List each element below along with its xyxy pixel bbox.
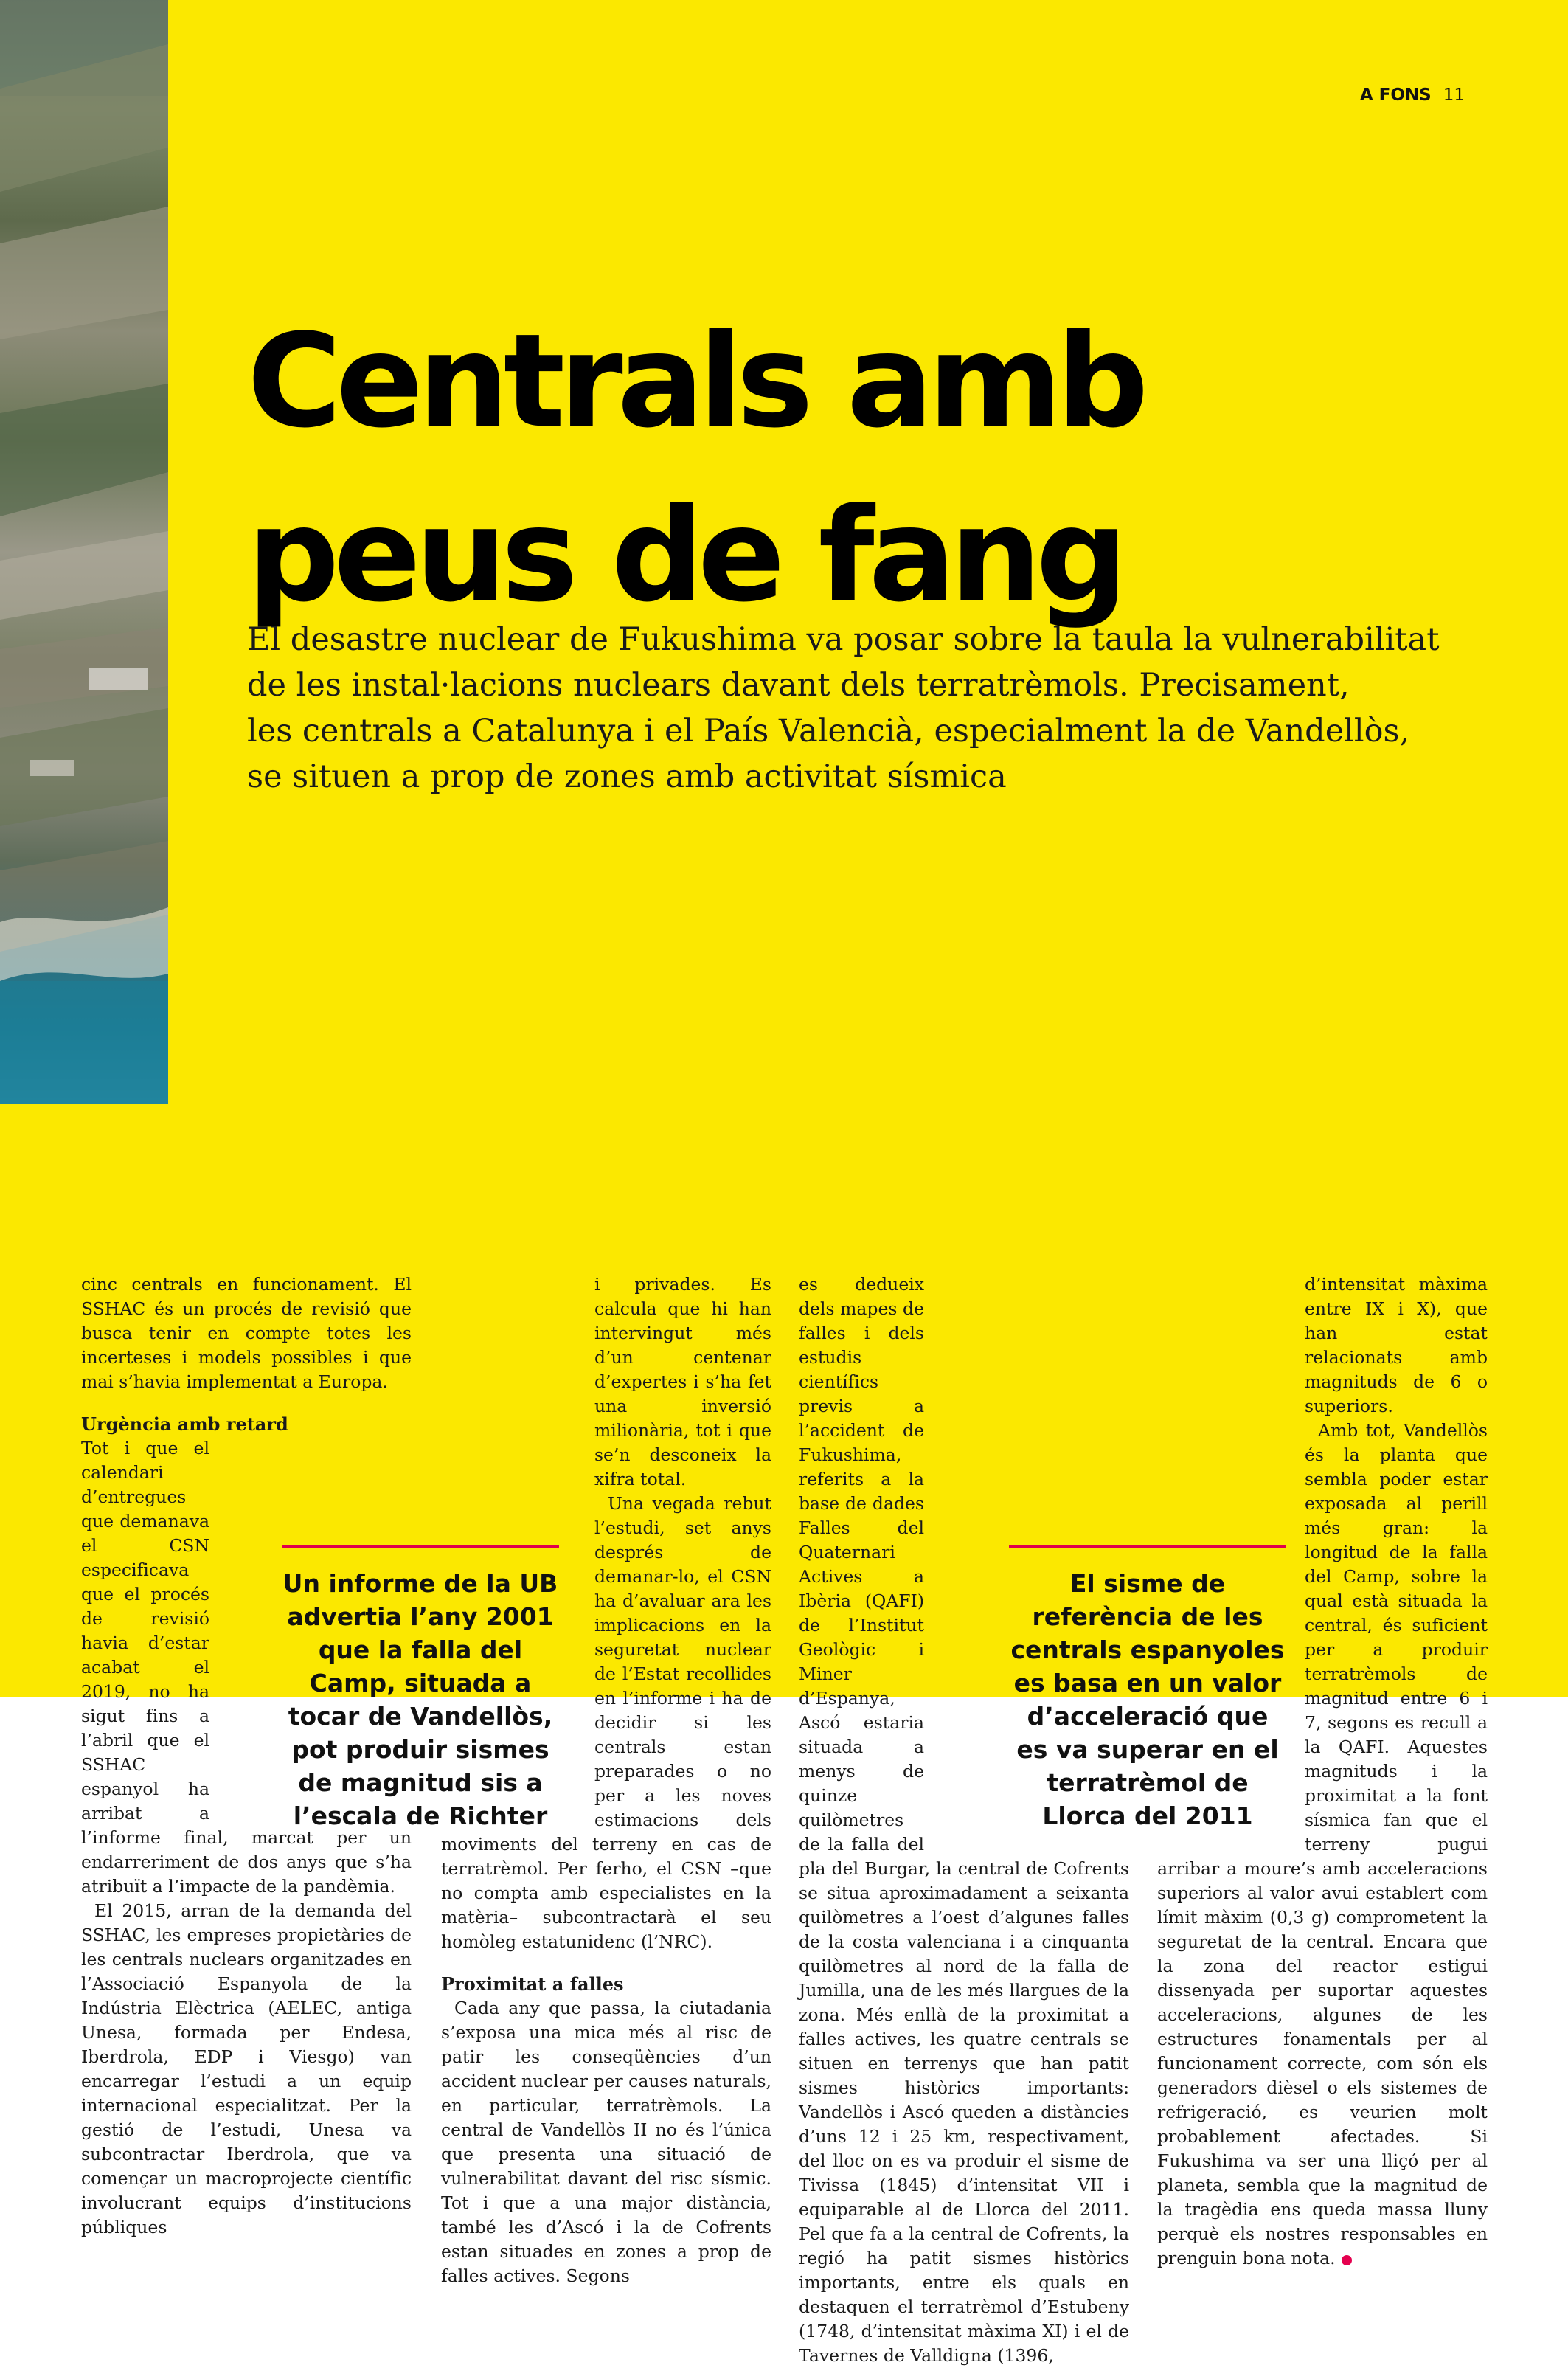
- standfirst-line-4: se situen a prop de zones amb activitat sísmica: [247, 758, 1007, 795]
- end-mark-icon: [1342, 2255, 1352, 2265]
- section-label: [1360, 86, 1465, 105]
- paragraph-text: Amb tot, Vandellòs és la planta que sembla poder estar exposada al perill més gran: la longitud de la falla del Camp, sobre la qual està situada la central, és suficient per a produir terratrèmols de magnitud entre 6 i 7, segons es recull a la QAFI. Aquestes magnituds i la proximitat a la font sísmica fan que el terreny pugui arribar a moure’s amb acceleracions superiors al valor avui establert com límit màxim (0,3 g) comprometent la seguretat de la central. Encara que la zona del reactor estigui dissenyada per suportar aquestes acceleracions, algunes de les estructures fonamentals per al funcionament correcte, com són els generadors dièsel o els sistemes de refrigeració, es veurien molt probablement afectades. Si Fukushima va ser una lliçó per al planeta, sembla que la magnitud de la tragèdia ens queda massa lluny perquè els nostres responsables en prenguin bona nota.: [1157, 1420, 1488, 2268]
- paragraph: Tot i que el calendari d’entregues que demanava el CSN especificava que el procés de revisió havia d’estar acabat el 2019, no ha sigut fins a l’abril que el SSHAC espanyol ha arribat a l’informe final, marcat per un endarreriment de dos anys que s’ha atribuït a l’impacte de la pandèmia.: [81, 1438, 412, 1897]
- subheading-urgencia: Urgència amb retard: [81, 1413, 288, 1435]
- paragraph: d’intensitat màxima entre IX i X), que han estat relacionats amb magnituds de 6 o superiors.: [1305, 1274, 1488, 1416]
- paragraph: i privades. Es calcula que hi han intervingut més d’un centenar d’expertes i s’ha fet una inversió milionària, tot i que se’n desconeix la xifra total.: [594, 1274, 771, 1489]
- paragraph: Una vegada rebut l’estudi, set anys després de demanar-lo, el CSN ha d’avaluar ara les implicacions en la seguretat nuclear de l’Estat recollides en l’informe i ha de decidir si les centrals estan preparades o no per a les noves estimacions dels moviments del terreny en cas de terratrèmol. Per ferho, el CSN –que no compta amb especialistes en la matèria– subcontractarà el seu homòleg estatunidenc (l’NRC).: [441, 1493, 771, 1952]
- aerial-photo-texture: [0, 0, 168, 1104]
- aerial-coast-photo: [0, 0, 168, 1104]
- page-number: 11: [1443, 86, 1465, 105]
- headline: [247, 295, 1353, 643]
- paragraph: El 2015, arran de la demanda del SSHAC, les empreses propietàries de les centrals nuclears organitzades en l’Associació Espanyola de la Indústria Elèctrica (AELEC, antiga Unesa, formada per Endesa, Iberdrola, EDP i Viesgo) van encarregar l’estudi a un equip internacional especialitzat. Per la gestió de l’estudi, Unesa va subcontractar Iberdrola, que va començar un macroprojecte científic involucrant equips d’institucions públiques: [81, 1900, 412, 2237]
- section-name: A FONS: [1359, 86, 1432, 105]
- headline-line-2: peus de fang: [247, 481, 1123, 631]
- standfirst-line-1: El desastre nuclear de Fukushima va posar sobre la taula la vulnerabilitat: [247, 621, 1440, 658]
- paragraph: cinc centrals en funcionament. El SSHAC és un procés de revisió que busca tenir en compte totes les incerteses i models possibles i que mai s’havia implementat a Europa.: [81, 1274, 412, 1392]
- paragraph: Cada any que passa, la ciutadania s’exposa una mica més al risc de patir les conseqüències d’un accident nuclear per causes naturals, en particular, terratrèmols. La central de Vandellòs II no és l’única que presenta una situació de vulnerabilitat davant del risc sísmic. Tot i que a una major distància, també les d’Ascó i la de Cofrents estan situades en zones a prop de falles actives. Segons: [441, 1998, 771, 2286]
- standfirst: [247, 617, 1501, 800]
- standfirst-line-2: de les instal·lacions nuclears davant dels terratrèmols. Precisament,: [247, 667, 1350, 704]
- paragraph: es dedueix dels mapes de falles i dels estudis científics previs a l’accident de Fukushima, referits a la base de dades Falles del Quaternari Actives a Ibèria (QAFI) de l’Institut Geològic i Miner d’Espanya, Ascó estaria situada a menys de quinze quilòmetres de la falla del pla del Burgar, la central de Cofrents se situa aproximadament a seixanta quilòmetres a l’oest d’algunes falles de la costa valenciana i a cinquanta quilòmetres al nord de la falla de Jumilla, una de les més llargues de la zona. Més enllà de la proximitat a falles actives, les quatre centrals se situen en terrenys que han patit sismes històrics importants: Vandellòs i Ascó queden a distàncies d’uns 12 i 25 km, respectivament, del lloc on es va produir el sisme de Tivissa (1845) d’intensitat VII i equiparable al de Llorca del 2011. Pel que fa a la central de Cofrents, la regió ha patit sismes històrics importants, entre els quals en destaquen el terratrèmol d’Estubeny (1748, d’intensitat màxima XI) i el de Tavernes de Valldigna (1396,: [799, 1274, 1129, 2366]
- headline-line-1: Centrals amb: [247, 307, 1143, 457]
- pullquote-2: El sisme de referència de les centrals espanyoles es basa en un valor d’acceleració que es va superar en el terratrèmol de Llorca del 2011: [1009, 1545, 1286, 1832]
- subheading-proximitat: Proximitat a falles: [441, 1973, 624, 1995]
- standfirst-line-3: les centrals a Catalunya i el País Valencià, especialment la de Vandellòs,: [247, 713, 1410, 749]
- pullquote-1: Un informe de la UB advertia l’any 2001 que la falla del Camp, situada a tocar de Vandellòs, pot produir sismes de magnitud sis a l’escala de Richter: [282, 1545, 559, 1832]
